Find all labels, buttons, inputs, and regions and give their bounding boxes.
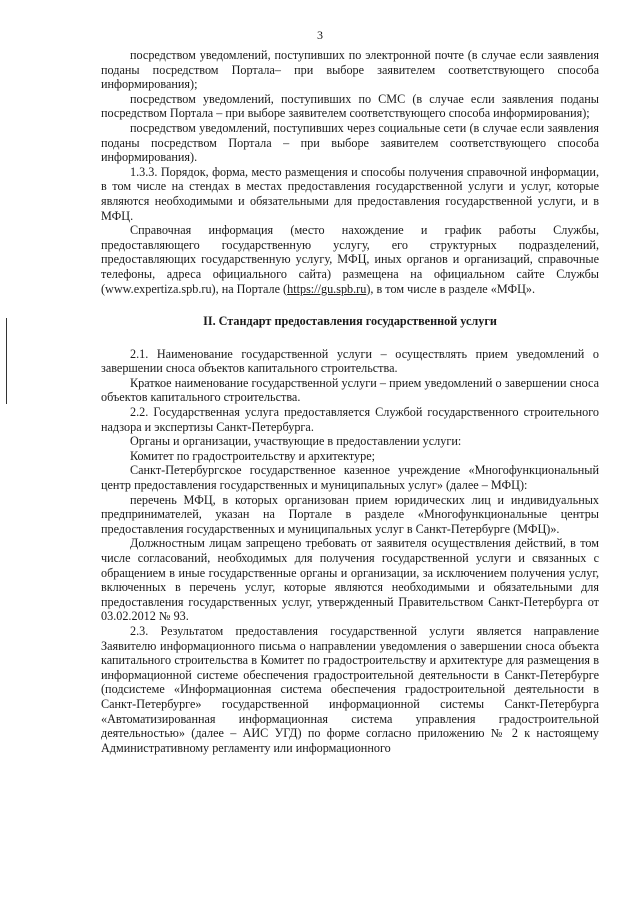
- paragraph: Должностным лицам запрещено требовать от заявителя осуществления действий, в том числе согласований, необходимых для получения государственной услуги и связанных с обращением в иные государственные органы и организации, за исключением получения услуг, включенных в перечень услуг, которые являются необходимыми и обязательными для предоставления государственных услуг, утвержденный Правительством Санкт-Петербурга от 03.02.2012 № 93.: [101, 536, 599, 624]
- paragraph: посредством уведомлений, поступивших через социальные сети (в случае если заявления поданы посредством Портала – при выборе заявителем соответствующего способа информирования).: [101, 120, 599, 165]
- info-paragraph: [101, 223, 599, 296]
- info-text-before: Справочная информация (место нахождение и график работы Службы, предоставляющего государственную услугу, его структурных подразделений, предоставляющих государственную услугу, МФЦ, иных органов и организаций, справочные телефоны, адреса официального сайта) размещена на официальном сайте Службы (www.expertiza.spb.ru), на Портале (: [101, 223, 599, 296]
- paragraph: Краткое наименование государственной услуги – прием уведомлений о завершении сноса объектов капитального строительства.: [101, 375, 599, 405]
- page-number: 3: [317, 28, 323, 42]
- section-title: II. Стандарт предоставления государственной услуги: [203, 314, 497, 329]
- paragraph: 2.2. Государственная услуга предоставляется Службой государственного строительного надзора и экспертизы Санкт-Петербурга.: [101, 405, 599, 434]
- paragraph: 2.3. Результатом предоставления государственной услуги является направление Заявителю информационного письма о направлении уведомления о завершении сноса объекта капитального строительства в Комитет по градостроительству и архитектуре для размещения в информационной системе обеспечения градостроительной деятельности в Санкт-Петербурге (подсистеме «Информационная система обеспечения градостроительной деятельности в Санкт-Петербурге» государственной информационной системы Санкт-Петербурга «Автоматизированная информационная система управления градостроительной деятельностью» (далее – АИС УГД) по форме согласно приложению № 2 к настоящему Административному регламенту или информационного: [101, 623, 599, 755]
- paragraph: перечень МФЦ, в которых организован прием юридических лиц и индивидуальных предпринимателей, указан на Портале в разделе «Многофункциональные центры предоставления государственных и муниципальных услуг в Санкт-Петербурге (МФЦ)».: [101, 492, 599, 536]
- info-text-after: ), в том числе в разделе «МФЦ».: [366, 281, 536, 296]
- document-body: [101, 48, 599, 755]
- paragraph: посредством уведомлений, поступивших по СМС (в случае если заявления поданы посредством Портала – при выборе заявителем соответствующего способа информирования);: [101, 91, 599, 121]
- paragraph: Комитет по градостроительству и архитектуре;: [130, 448, 376, 463]
- paragraph: 2.1. Наименование государственной услуги – осуществлять прием уведомлений о завершении сноса объектов капитального строительства.: [101, 346, 599, 376]
- paragraph: 1.3.3. Порядок, форма, место размещения и способы получения справочной информации, в том числе на стендах в местах предоставления государственной услуги и услуг, которые являются необходимыми и обязательными для предоставления государственной услуги, и в МФЦ.: [101, 164, 599, 223]
- portal-link[interactable]: https://gu.spb.ru: [287, 281, 367, 296]
- paragraph: Органы и организации, участвующие в предоставлении услуги:: [130, 434, 462, 449]
- margin-mark: [6, 318, 7, 404]
- paragraph: Санкт-Петербургское государственное казенное учреждение «Многофункциональный центр предоставления государственных и муниципальных услуг» (далее – МФЦ):: [101, 463, 599, 493]
- paragraph: посредством уведомлений, поступивших по электронной почте (в случае если заявления поданы посредством Портала– при выборе заявителем соответствующего способа информирования);: [101, 48, 599, 92]
